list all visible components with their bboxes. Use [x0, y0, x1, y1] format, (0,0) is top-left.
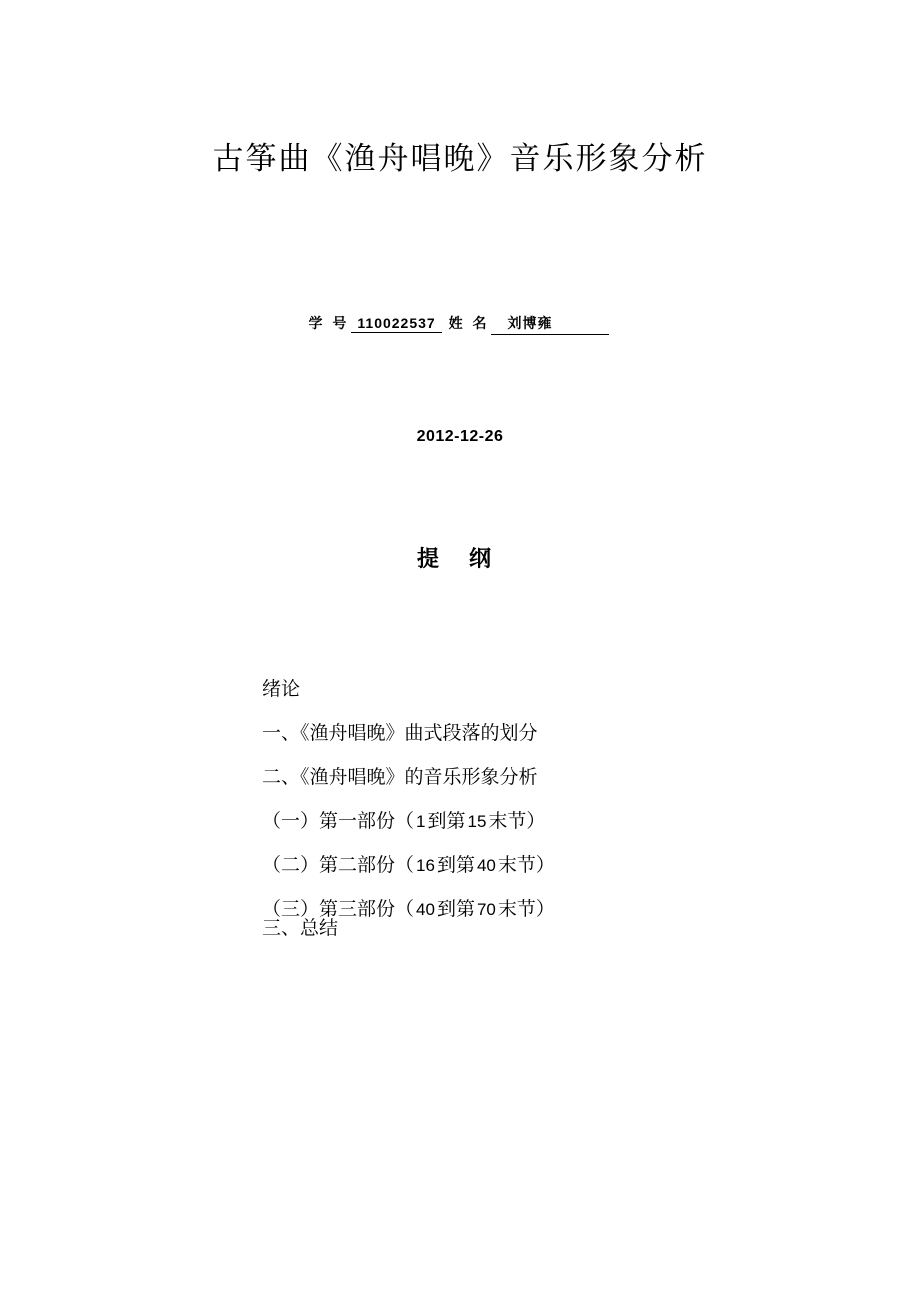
page-title: 古筝曲《渔舟唱晚》音乐形象分析: [212, 140, 708, 176]
list-item: 一、《渔舟唱晚》曲式段落的划分: [262, 723, 538, 744]
list-item-mid: 到第: [427, 811, 466, 832]
list-item-prefix: （二）第二部份（: [262, 855, 415, 876]
student-id-label: 学 号: [308, 315, 350, 331]
list-item-mid: 到第: [436, 899, 475, 920]
student-info-line: [0, 313, 920, 335]
list-item: 绪论: [262, 679, 301, 700]
list-item-suffix: 末节）: [497, 899, 555, 920]
list-item: 三、总结: [262, 918, 339, 939]
outline-heading: 提 纲: [416, 546, 504, 571]
list-item: 二、《渔舟唱晚》的音乐形象分析: [262, 767, 538, 788]
student-id-value: 110022537: [351, 315, 441, 333]
outline-list: [262, 680, 862, 963]
list-item-mid: 到第: [436, 855, 475, 876]
student-name-value: 刘博雍: [491, 313, 609, 335]
list-item: [262, 900, 862, 919]
list-item-suffix: 末节）: [497, 855, 555, 876]
document-date: 2012-12-26: [416, 428, 504, 445]
list-item-number-end: 15: [467, 812, 487, 831]
list-item-number-start: 40: [416, 900, 435, 919]
list-item-prefix: （三）第三部份（: [262, 899, 415, 920]
list-item: [262, 856, 862, 875]
list-item-suffix: 末节）: [488, 811, 546, 832]
list-item-prefix: （一）第一部份（: [262, 811, 415, 832]
list-item-number-start: 16: [416, 856, 435, 875]
list-item-number-end: 70: [476, 900, 496, 919]
student-name-label: 姓 名: [448, 315, 490, 331]
list-item-number-end: 40: [476, 856, 496, 875]
list-item: [262, 812, 862, 831]
list-item-number-start: 1: [416, 812, 426, 831]
